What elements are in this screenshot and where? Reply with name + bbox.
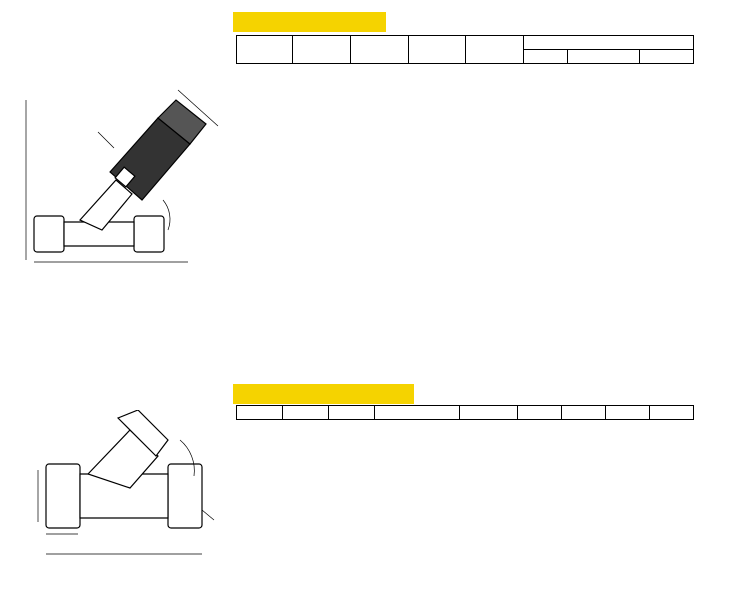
installation-size-banner: [233, 12, 386, 32]
header-t-1: [518, 405, 562, 419]
header-hla: [524, 36, 694, 50]
header-r: [408, 36, 466, 64]
header-thread: [524, 50, 568, 64]
body-size-table: [236, 405, 694, 420]
header-iso: [568, 50, 640, 64]
header-sw: [374, 405, 460, 419]
header-dn: [237, 405, 283, 419]
header-din: [640, 50, 694, 64]
header-d: [350, 36, 408, 64]
header-t-3: [606, 405, 650, 419]
header-size: [237, 36, 293, 64]
body-size-banner: [233, 384, 414, 404]
valve-installation-drawing: [18, 70, 230, 280]
header-t-2: [562, 405, 606, 419]
valve-body-drawing: [18, 410, 230, 570]
installation-size-table: [236, 35, 694, 64]
header-l1: [282, 405, 328, 419]
header-actuator: [292, 36, 350, 64]
header-g1: [466, 36, 524, 64]
header-lb: [328, 405, 374, 419]
header-t-4: [650, 405, 694, 419]
header-g: [460, 405, 518, 419]
